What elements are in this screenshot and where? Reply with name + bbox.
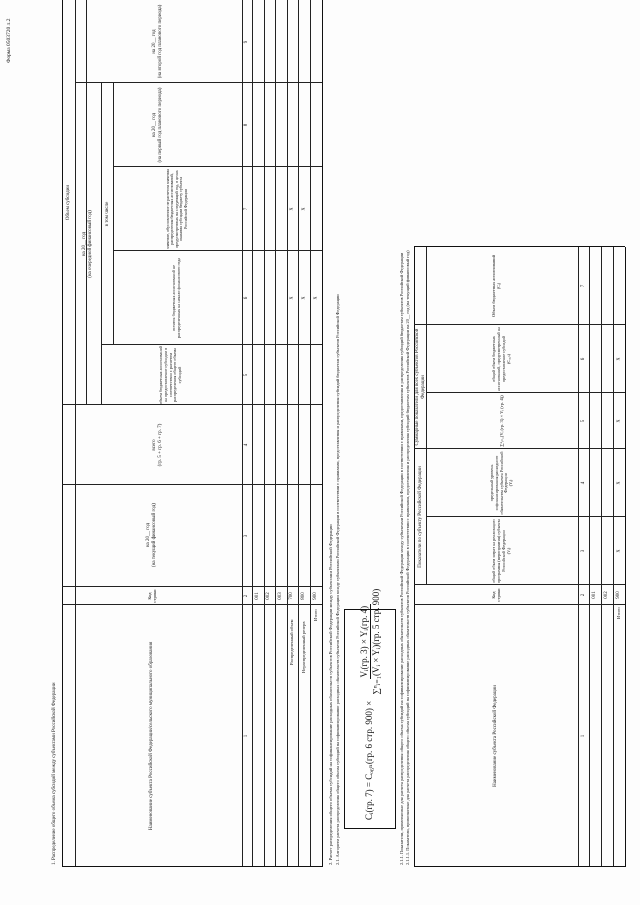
t1-cross-mark: x	[288, 296, 295, 300]
t2-colnum: 1	[581, 734, 587, 738]
t2-cross-mark: x	[615, 549, 622, 553]
t1-summary-label: Итого	[313, 609, 318, 621]
t1-cross-mark: x	[288, 207, 295, 211]
t2-header-name: Наименование субъекта Российской Федерации	[493, 685, 499, 787]
t2-total-code: 900	[616, 591, 622, 599]
t1-colnum: 1	[244, 734, 250, 738]
table1-rule	[264, 0, 265, 867]
t1-header-code: Код строки	[146, 589, 157, 603]
formula-lhs: Cᵢ(гр. 7) = Cₒ₆ₙ(гр. 6 стр. 900) ×	[364, 700, 375, 820]
formula	[359, 588, 381, 820]
t2-header-level: предельный уровень софинансирования расходного обязательства субъекта Российской Федерации (Yᵢ)	[488, 451, 514, 515]
t2-header-sum: ∑ⁿᵢ₌₁(Vᵢ (гр. 3) × Yᵢ (гр. 4))	[499, 395, 505, 447]
form-label: Форма 0503720 л.2	[6, 18, 12, 63]
t2-total-label: Итого	[616, 607, 621, 619]
t1-colnum: 9	[244, 40, 250, 44]
formula-fraction	[359, 587, 381, 697]
t1-summary-code: 900	[313, 592, 319, 600]
t1-header-next-year-1: на 20__ год (на первый год планового периода)	[152, 87, 163, 163]
table1-left-border	[62, 866, 322, 867]
t1-colnum: 7	[244, 207, 250, 211]
t1-header-volume: объем бюджетных ассигнований на предоставление субсидии в соответствии с расчетом распределения общего объема субсидий	[157, 345, 183, 405]
t1-header-subsidies-group: Объем субсидии	[66, 184, 72, 221]
t2-header-calc-group: Суммарные показатели для всех субъектов Российской Федерации	[415, 328, 426, 446]
t1-header-remainder: остаток бюджетных ассигнований не распределенных на начало финансового года	[171, 257, 181, 339]
table1-rule	[287, 0, 288, 867]
table2-left-border	[414, 866, 625, 867]
t1-header-next-year-2: на 20__ год (на второй год планового периода)	[152, 4, 163, 79]
t2-row-code: 001	[592, 591, 598, 599]
t1-colnum: 4	[244, 443, 250, 447]
t2-colnum: 5	[581, 419, 587, 423]
t2-colnum: 2	[581, 593, 587, 597]
t1-cross-mark: x	[300, 296, 307, 300]
t1-colnum: 5	[244, 373, 250, 377]
t2-cross-mark: x	[615, 481, 622, 485]
t2-header-code: Код строки	[490, 588, 501, 602]
t1-colnum: 3	[244, 534, 250, 538]
t1-colnum: 2	[244, 594, 250, 598]
t1-header-total: всего (гр. 5 + гр. 6 + гр. 7)	[152, 423, 163, 467]
t1-colnum: 8	[244, 123, 250, 127]
formula-denominator: ∑ⁿᵢ₌₁(Vᵢ × Yᵢ)(гр. 5 стр. 900)	[370, 588, 381, 695]
table1-rule	[298, 0, 299, 867]
t1-cross-mark: x	[312, 296, 319, 300]
formula-box	[344, 588, 396, 829]
section2-heading: 2. Расчет распределения общего объема субсидий на софинансирование расходных обязательств субъектов Российской Федерации между субъектами Российской Федерации	[328, 524, 333, 865]
table2-bottom-border	[625, 247, 626, 867]
formula-numerator: Vᵢ(гр. 3) × Yᵢ(гр. 4)	[359, 605, 370, 678]
table1-rule	[252, 0, 253, 867]
t1-row-code: 002	[266, 592, 272, 600]
table2-rule	[613, 247, 614, 867]
table1-rule	[310, 0, 311, 867]
t2-colnum: 7	[581, 284, 587, 288]
t1-header-budget-group: на 20__ год (на очередной финансовый год)	[82, 210, 93, 278]
t1-row-code: 003	[278, 592, 284, 600]
section1-heading: 1. Распределение общего объема субсидий между субъектами Российской Федерации	[52, 682, 57, 865]
t1-summary-label: Распределенный объем	[289, 619, 294, 665]
t2-colnum: 3	[581, 549, 587, 553]
t1-colnum: 6	[244, 296, 250, 300]
t1-cross-mark: x	[300, 207, 307, 211]
t2-header-total-budget: общий объем бюджетных ассигнований, предусмотренный на предоставление субсидий (Cₒ₆ₙ)	[491, 327, 511, 391]
t2-row-code: 002	[604, 591, 610, 599]
t1-header-reserve: значение, обусловленное не расчетом значения распределения бюджетных ассигнований, предусмотренных на следующий год, в целях оказания субсидии бюджету субъекта Российской Федерации	[164, 168, 188, 250]
t2-cross-mark: x	[615, 357, 622, 361]
section3-heading1: 2.1.1. Показатели, применяемые для расчета распределения общего объема субсидий на софинансирование расходных обязательств субъектов Российской Федерации между субъектами Российской Федерации в соответствии с правилами, предоставления и распределения субсидий бюджетам субъектов Российской Федерации	[399, 252, 404, 865]
table1-rule	[242, 0, 243, 867]
t1-summary-label: Нераспределенный резерв	[301, 621, 306, 673]
t2-cross-mark: x	[615, 419, 622, 423]
t2-header-indicators-group: Показатели по субъекту Российской Федерации	[417, 466, 423, 568]
t1-summary-code: 800	[301, 592, 307, 600]
table1-rule	[275, 0, 276, 867]
t1-header-in-that: в том числе	[104, 201, 110, 227]
t1-summary-code: 700	[289, 592, 295, 600]
t1-row-code: 001	[255, 592, 261, 600]
table2-rule	[601, 247, 602, 867]
table2-rule	[578, 247, 579, 867]
t2-colnum: 6	[581, 357, 587, 361]
t2-colnum: 4	[581, 481, 587, 485]
section2-subheading: 2.1. Алгоритм расчета распределения общего объема субсидий на софинансирование расходных обязательств субъектов Российской Федерации между субъектами Российской Федерации в соответствии с правилами, предоставления и распределения субсидий бюджетам субъектов Российской Федерации	[335, 294, 340, 865]
section3-heading2: 2.1.1.1. Показатели, применяемые для расчета распределения общего объема субсидий на софинансирование расходных обязательств субъектов Российской Федерации в соответствии с правилами, предоставления и распределения субсидий бюджетам субъектов Российской Федерации на 20__ год (на текущий финансовый год)	[405, 250, 410, 865]
table2-rule	[589, 247, 590, 867]
t2-header-result: Объем бюджетных ассигнований (Cᵢ)	[490, 255, 501, 317]
t1-header-name: Наименование субъекта Российской Федерации/сельского муниципального образования	[149, 641, 155, 831]
t1-header-prev-year: на 20__ год (на текущий финансовый год)	[146, 503, 157, 567]
table1-bottom-border	[322, 0, 323, 867]
t2-header-volume: общий объем затрат на реализацию программы (мероприятия) субъекта Российской Федерации (Vᵢ)	[491, 519, 511, 583]
